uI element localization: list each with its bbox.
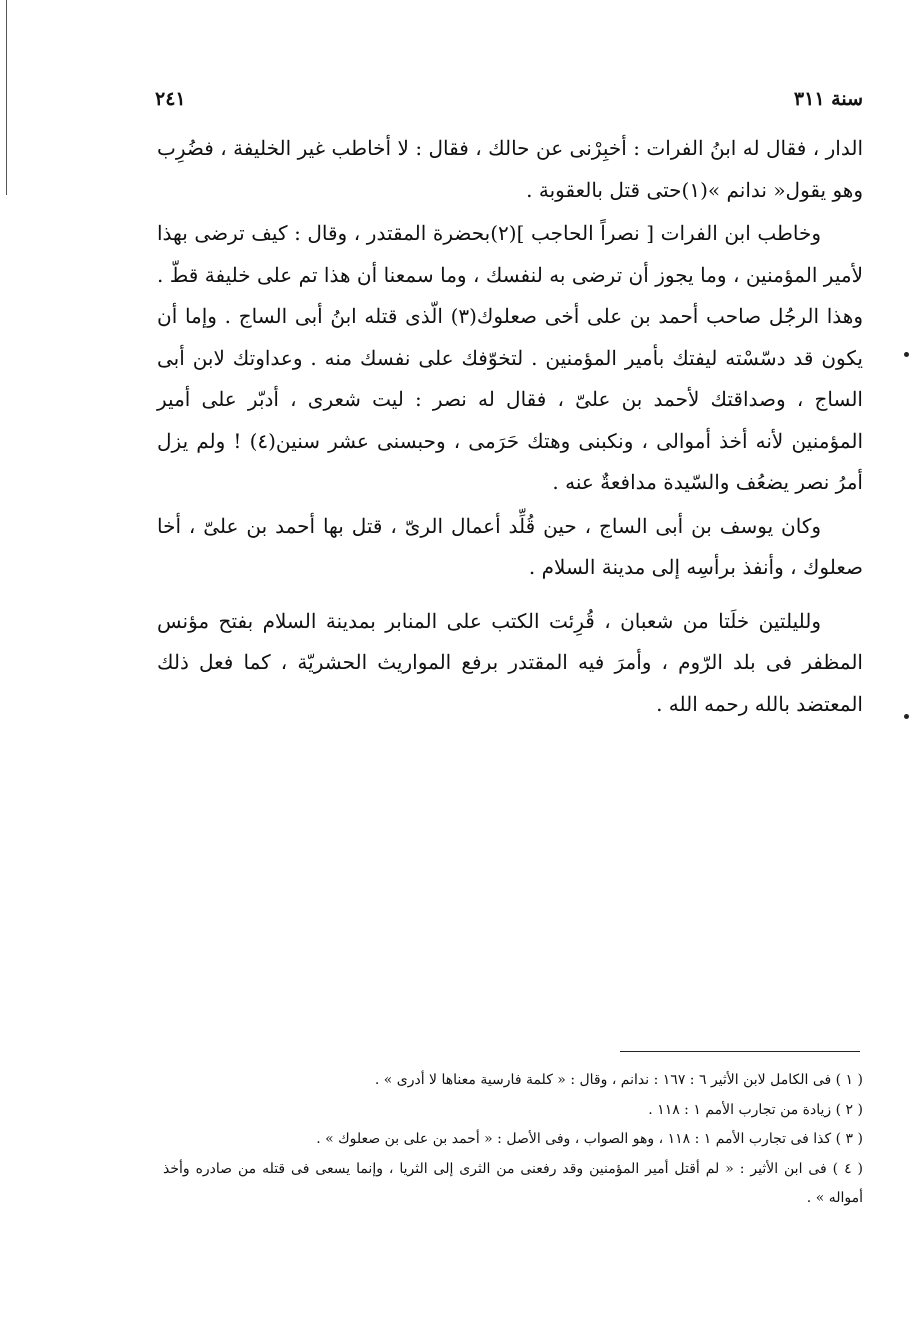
footnote: ( ٤ ) فى ابن الأثير : « لم أقتل أمير المؤمنين وقد رفعنى من الثرى إلى الثريا ، وإنما يسعى فى قتله من صادره وأخذ أمواله » . [163,1160,863,1206]
paragraph: وخاطب ابن الفرات [ نصراً الحاجب ](٢)بحضرة المقتدر ، وقال : كيف ترضى بهذا لأمير المؤمنين ، وما يجوز أن ترضى به لنفسك ، وما سمعنا أن هذا تم على خليفة قطّ . وهذا الرجُل صاحب أحمد بن على أخى صعلوك(٣) الّذى قتله ابنُ أبى الساج . وإما أن يكون قد دسّسْته ليفتك بأمير المؤمنين . لتخوّفك على نفسك منه . وعداوتك لابن أبى الساج ، وصداقتك لأحمد بن علىّ ، فقال له نصر : ليت شعرى ، أدبّر على أمير المؤمنين لأنه أخذ أموالى ، ونكبنى وهتك حَرَمى ، وحبسنى عشر سنين(٤) ! ولم يزل أمرُ نصر يضعُف والسّيدة مدافعةٌ عنه . [157,221,863,494]
footnotes [163,1066,863,1214]
page-number: ٢٤١ [155,88,186,110]
paragraph: ولليلتين خلَتا من شعبان ، قُرِئت الكتب على المنابر بمدينة السلام بفتح مؤنس المظفر فى بلد الرّوم ، وأمرَ فيه المقتدر برفع المواريث الحشريّة ، كما فعل ذلك المعتضد بالله رحمه الله . [157,608,863,716]
footnote-separator [620,1051,860,1052]
main-text [157,128,863,725]
margin-dot [904,714,909,719]
page-header [155,88,863,118]
header-year: سنة ٣١١ [793,88,863,110]
paragraph: وكان يوسف بن أبى الساج ، حين قُلِّد أعمال الرىّ ، قتل بها أحمد بن علىّ ، أخا صعلوك ، وأنفذ برأسِه إلى مدينة السلام . [157,513,863,579]
paragraph: الدار ، فقال له ابنُ الفرات : أخبِرْنى عن حالك ، فقال : لا أخاطب غير الخليفة ، فضُرِب وهو يقول« ندانم »(١)حتى قتل بالعقوبة . [157,136,863,202]
binding-edge-line [6,0,7,195]
footnote: ( ٢ ) زيادة من تجارب الأمم ١ : ١١٨ . [648,1101,863,1118]
margin-dot [904,352,909,357]
footnote: ( ٣ ) كذا فى تجارب الأمم ١ : ١١٨ ، وهو الصواب ، وفى الأصل : « أحمد بن على بن صعلوك » . [316,1131,863,1147]
footnote: ( ١ ) فى الكامل لابن الأثير ٦ : ١٦٧ : ندانم ، وقال : « كلمة فارسية معناها لا أدرى » . [374,1072,863,1088]
